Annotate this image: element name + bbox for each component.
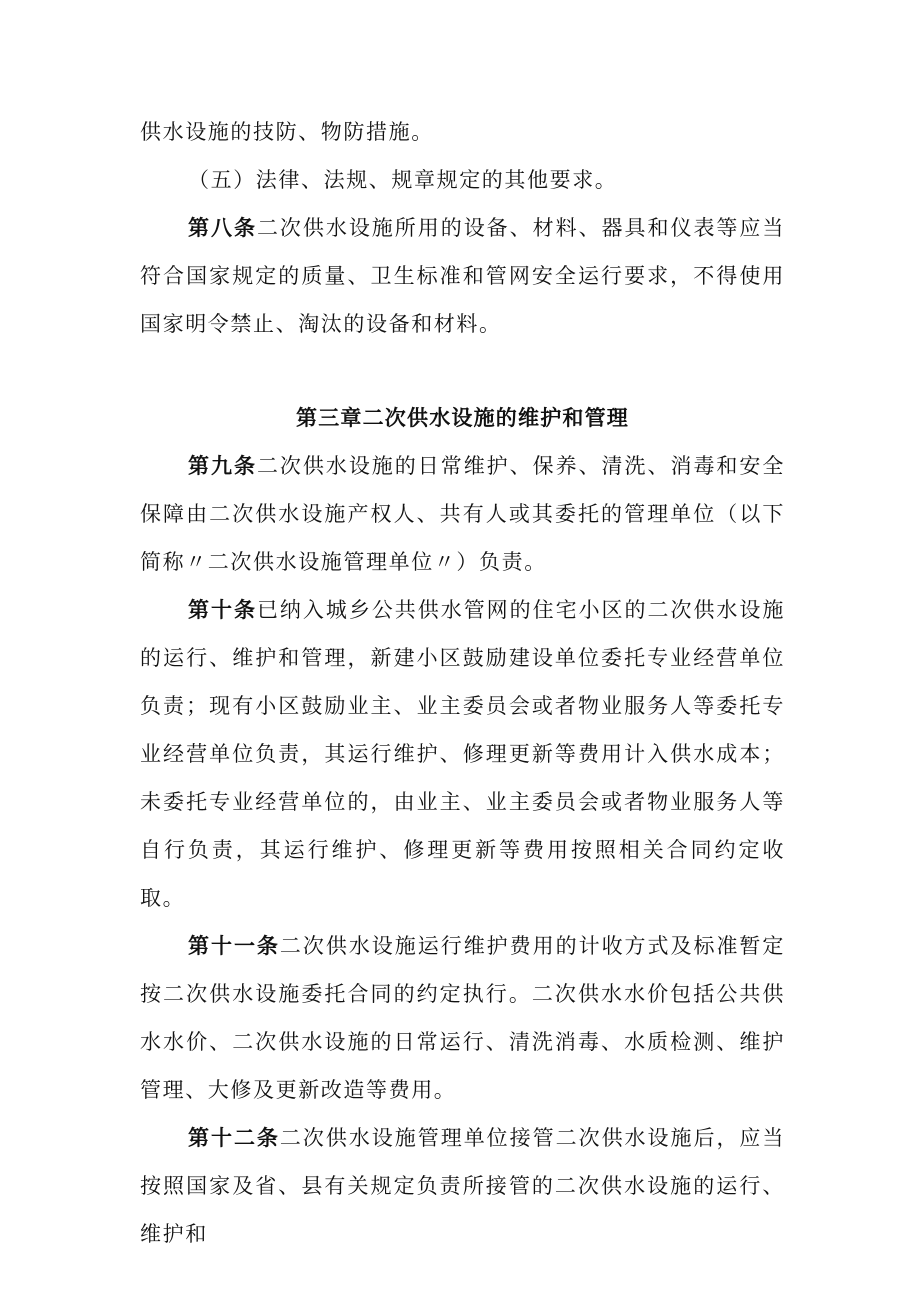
paragraph-text: 供水设施的技防、物防措施。 [140,120,434,144]
article-number: 第九条 [188,453,257,478]
article-text: 已纳入城乡公共供水管网的住宅小区的二次供水设施的运行、维护和管理，新建小区鼓励建设单位委托专业经营单位负责；现有小区鼓励业主、业主委员会或者物业服务人等委托专业经营单位负责，其运行维护、修理更新等费用计入供水成本；未委托专业经营单位的，由业主、业主委员会或者物业服务人等自行负责，其运行维护、修理更新等费用按照相关合同约定收取。 [140,598,785,910]
article-text: 二次供水设施运行维护费用的计收方式及标准暂定按二次供水设施委托合同的约定执行。二次供水水价包括公共供水水价、二次供水设施的日常运行、清洗消毒、水质检测、维护管理、大修及更新改造等费用。 [140,934,785,1102]
article-10 [140,586,785,922]
article-12 [140,1114,785,1258]
article-8 [140,204,785,348]
article-11 [140,922,785,1114]
article-9 [140,442,785,586]
article-number: 第十二条 [188,1125,280,1150]
chapter-title: 第三章二次供水设施的维护和管理 [296,405,629,430]
article-number: 第八条 [188,215,257,240]
paragraph-continuation [140,108,785,156]
article-text: 二次供水设施所用的设备、材料、器具和仪表等应当符合国家规定的质量、卫生标准和管网安全运行要求，不得使用国家明令禁止、淘汰的设备和材料。 [140,216,785,336]
paragraph-item-five [140,156,785,204]
article-text: 二次供水设施管理单位接管二次供水设施后，应当按照国家及省、县有关规定负责所接管的二次供水设施的运行、维护和 [140,1126,785,1246]
article-number: 第十条 [188,597,257,622]
paragraph-text: （五）法律、法规、规章规定的其他要求。 [188,168,618,192]
document-page [140,108,785,1258]
article-number: 第十一条 [188,933,280,958]
article-text: 二次供水设施的日常维护、保养、清洗、消毒和安全保障由二次供水设施产权人、共有人或其委托的管理单位（以下简称〃二次供水设施管理单位〃）负责。 [140,454,785,574]
